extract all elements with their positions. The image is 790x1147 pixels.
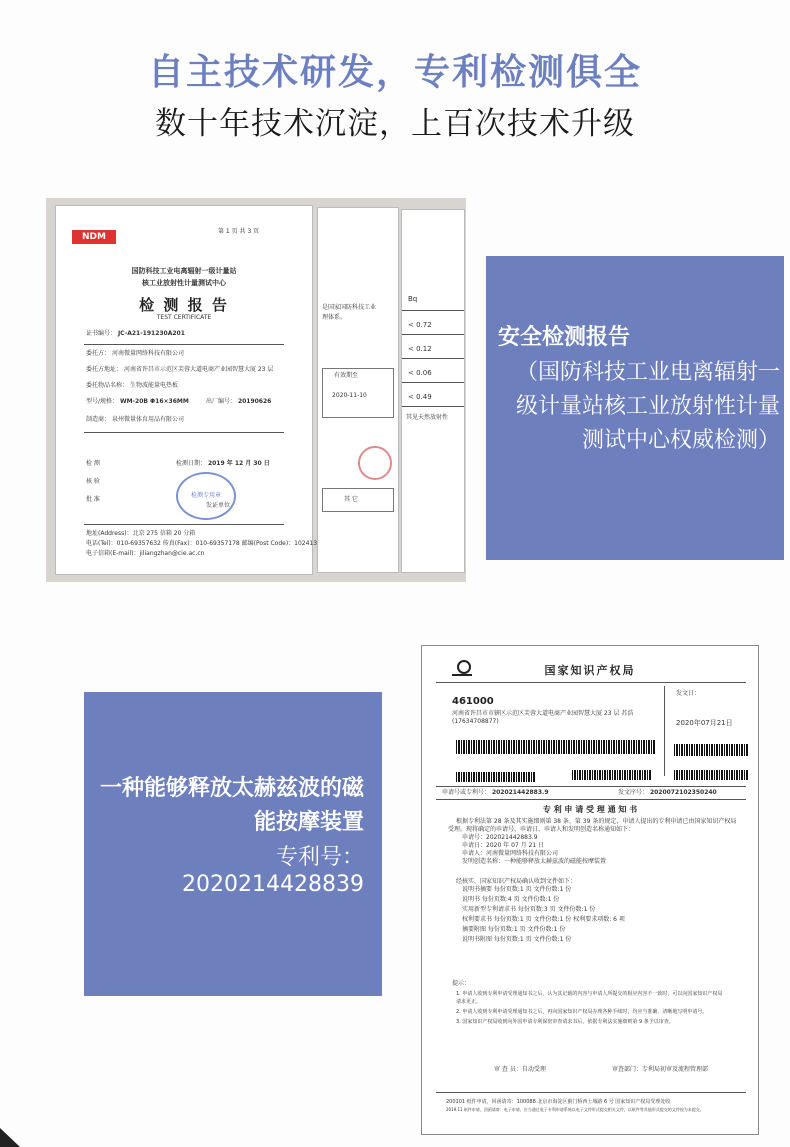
file-item-1: 说明书摘要 每份页数:1 页 文件份数:1 份 [462,886,572,893]
doc-no-row [618,789,717,797]
patent-number: 2020214428839 [182,872,364,897]
report-panel-description: （国防科技工业电离辐射一级计量站核工业放射性计量测试中心权威检测） [515,360,780,453]
valid-label: 有效期至 [334,372,359,379]
barcode-3 [456,772,536,782]
cert-no: JC-A21-191230A201 [117,330,185,337]
address-row [86,366,273,374]
report-page-2 [318,208,398,572]
footer-fax: 传真(Fax)：010-69357178 [162,540,240,547]
headline: 自主技术研发，专利检测俱全 [147,52,642,93]
applicant: 河南微量网络科技有限公司 [111,350,184,357]
corner-decoration [0,1128,20,1147]
body-line-6: 发明创造名称：一种能够释放太赫兹波的磁能按摩装置 [462,858,607,865]
barcode-2 [674,744,748,756]
app-no-row [442,789,549,797]
body-line-3: 申请号：202021442883.9 [462,834,538,841]
value-1: < 0.72 [408,321,432,329]
note-text: 其见天然放射性 [406,414,449,421]
other-label: 其 它 [344,496,358,503]
page2-text-1: 是国家国防科技工业 [322,304,377,311]
cert-no-label: 证书编号： [86,330,117,337]
subject: 生物波能量电热板 [129,382,178,389]
barcode-4 [572,770,652,780]
doc-no-label: 发文序号： [618,789,649,796]
page-info: 第 1 页 共 3 页 [218,228,260,235]
report-title-en: TEST CERTIFICATE [156,314,212,321]
files-intro: 经核实，国家知识产权局确认收到文件如下： [456,878,577,885]
date-label: 检测日期： [176,460,207,467]
tester-label: 检 测 [86,460,100,467]
report-title: 检 测 报 告 [139,296,229,314]
body-line-5: 申请人：河南微量网络科技有限公司 [462,850,559,857]
subject-row [86,382,178,390]
patent-info-panel [84,692,382,996]
body-line-4: 申请日：2020 年 07 月 21 日 [462,842,545,849]
file-item-3: 实用新型专利请求书 每份页数:3 页 文件份数:1 份 [462,906,596,913]
test-date: 2019 年 12 月 30 日 [207,460,270,467]
maker-label: 制造商： [86,416,111,423]
doc-no: 2020072102350240 [649,789,717,796]
approver-label: 批 准 [86,496,100,503]
valid-date: 2020-11-10 [332,392,367,399]
send-date-label: 发文日： [676,690,701,697]
value-4: < 0.49 [408,393,432,401]
footer-line-2: 2019.11 纸件申请，回函请寄：电子申请，应当通过电子专利申请系统以电子文件形式提交相关文件，以纸件等其他形式提交的文件视为未提交。 [446,1107,704,1112]
app-no-label: 申请号或专利号： [442,789,491,796]
value-2: < 0.12 [408,345,432,353]
footer-address: 地址(Address)：北京 275 信箱 20 分箱 [86,530,196,537]
issued-label: 发证单位 [206,502,231,509]
footer-contacts [86,540,317,548]
patent-number-label: 专利号： [275,845,364,870]
ndm-logo: NDM [72,230,116,244]
office-name: 国家知识产权局 [544,664,636,677]
serial-row [206,398,271,406]
maker: 泉州微量体育用品有限公司 [111,416,184,423]
note-4: 3. 国家知识产权局收到向外国申请专利保密审查请求书后，依据专利法实施细则第 9 条予以审查。 [456,1019,674,1025]
date-row [176,460,270,468]
postcode: 461000 [452,696,494,707]
dept-label: 审查部门：专利局初审及流程管理部 [612,1066,709,1073]
test-report-photo [46,198,466,582]
subheadline: 数十年技术沉淀，上百次技术升级 [155,106,635,142]
barcode-1 [456,740,656,754]
serial-label: 出厂编号： [206,398,237,405]
official-seal: 检测专用章 [176,472,236,520]
checker-label: 核 验 [86,478,100,485]
app-no: 202021442883.9 [491,789,549,796]
body-line-1: 根据专利法第 28 条及其实施细则第 38 条、第 39 条的规定，申请人提出的专利申请已由国家知识产权局 [456,818,737,825]
subject-label: 委托物品名称： [86,382,129,389]
serial: 20190626 [237,398,272,405]
examiner-label: 审 查 员：自动受理 [494,1066,546,1073]
page2-text-2: 理体系。 [322,314,347,321]
footer-line-1: 200101 纸件申请，回函请寄：100088 北京市海淀区蓟门桥西土城路 6 号 国家知识产权局受理处收 [446,1099,671,1105]
model: WM-20B Φ16×36MM [119,398,189,405]
cert-no-row [86,330,185,338]
report-panel-title: 安全检测报告 [498,325,631,350]
patent-document [422,646,758,1134]
barcode-5 [674,770,748,780]
patent-panel-title: 一种能够释放太赫兹波的磁能按摩装置 [99,776,364,835]
note-2: 请求更正。 [456,999,482,1005]
report-info-panel [486,256,784,560]
file-item-4: 权利要求书 每份页数:1 页 文件份数:1 份 权利要求项数: 6 项 [462,916,625,923]
recipient-address: 河南省许昌市市辖区示范区芙蓉大道电商产业园智慧大厦 23 层 苏浩(17634708877) [452,710,634,725]
address-label: 委托方地址： [86,366,123,373]
footer-tel: 电话(Tel)：010-69357632 [86,540,161,547]
notes-title: 提示： [452,980,471,987]
file-item-6: 说明书附图 每份页数:1 页 文件份数:1 份 [462,936,572,943]
file-item-2: 说明书 每份页数:4 页 文件份数:1 份 [462,896,560,903]
note-3: 2. 申请人收到专利申请受理通知书之后，再向国家知识产权局办理各种手续时，均应当准确、清晰地写明申请号。 [456,1009,708,1015]
footer-post: 邮编(Post Code)：102413 [241,540,318,547]
org-line-1: 国防科技工业电离辐射一级计量站 [131,267,237,275]
send-date: 2020年07月21日 [676,719,733,727]
bq-label: Bq [408,295,418,303]
model-row [86,398,189,406]
maker-row [86,416,184,424]
applicant-row [86,350,184,358]
report-page-1 [56,206,318,574]
model-label: 型号/规格： [86,398,119,405]
notice-title: 专 利 申 请 受 理 通 知 书 [542,805,638,814]
file-item-5: 摘要附图 每份页数:1 页 文件份数:1 份 [462,926,566,933]
value-3: < 0.06 [408,369,432,377]
red-stamp [358,446,392,480]
applicant-label: 委托方： [86,350,111,357]
body-line-2: 受理。现将确定的申请号、申请日、申请人和发明创造名称通知如下： [448,826,635,833]
address: 河南省许昌市示范区芙蓉大道电商产业园智慧大厦 23 层 [123,366,274,373]
note-1: 1. 申请人收到专利申请受理通知书之后，认为其记载的内容与申请人所提交的相应内容不一致时，可以向国家知识产权局 [456,991,723,997]
report-page-3 [402,210,464,572]
footer-email: 电子信箱(E-mail)：jiliangzhan@cie.ac.cn [86,550,205,557]
org-line-2: 核工业放射性计量测试中心 [142,279,226,287]
